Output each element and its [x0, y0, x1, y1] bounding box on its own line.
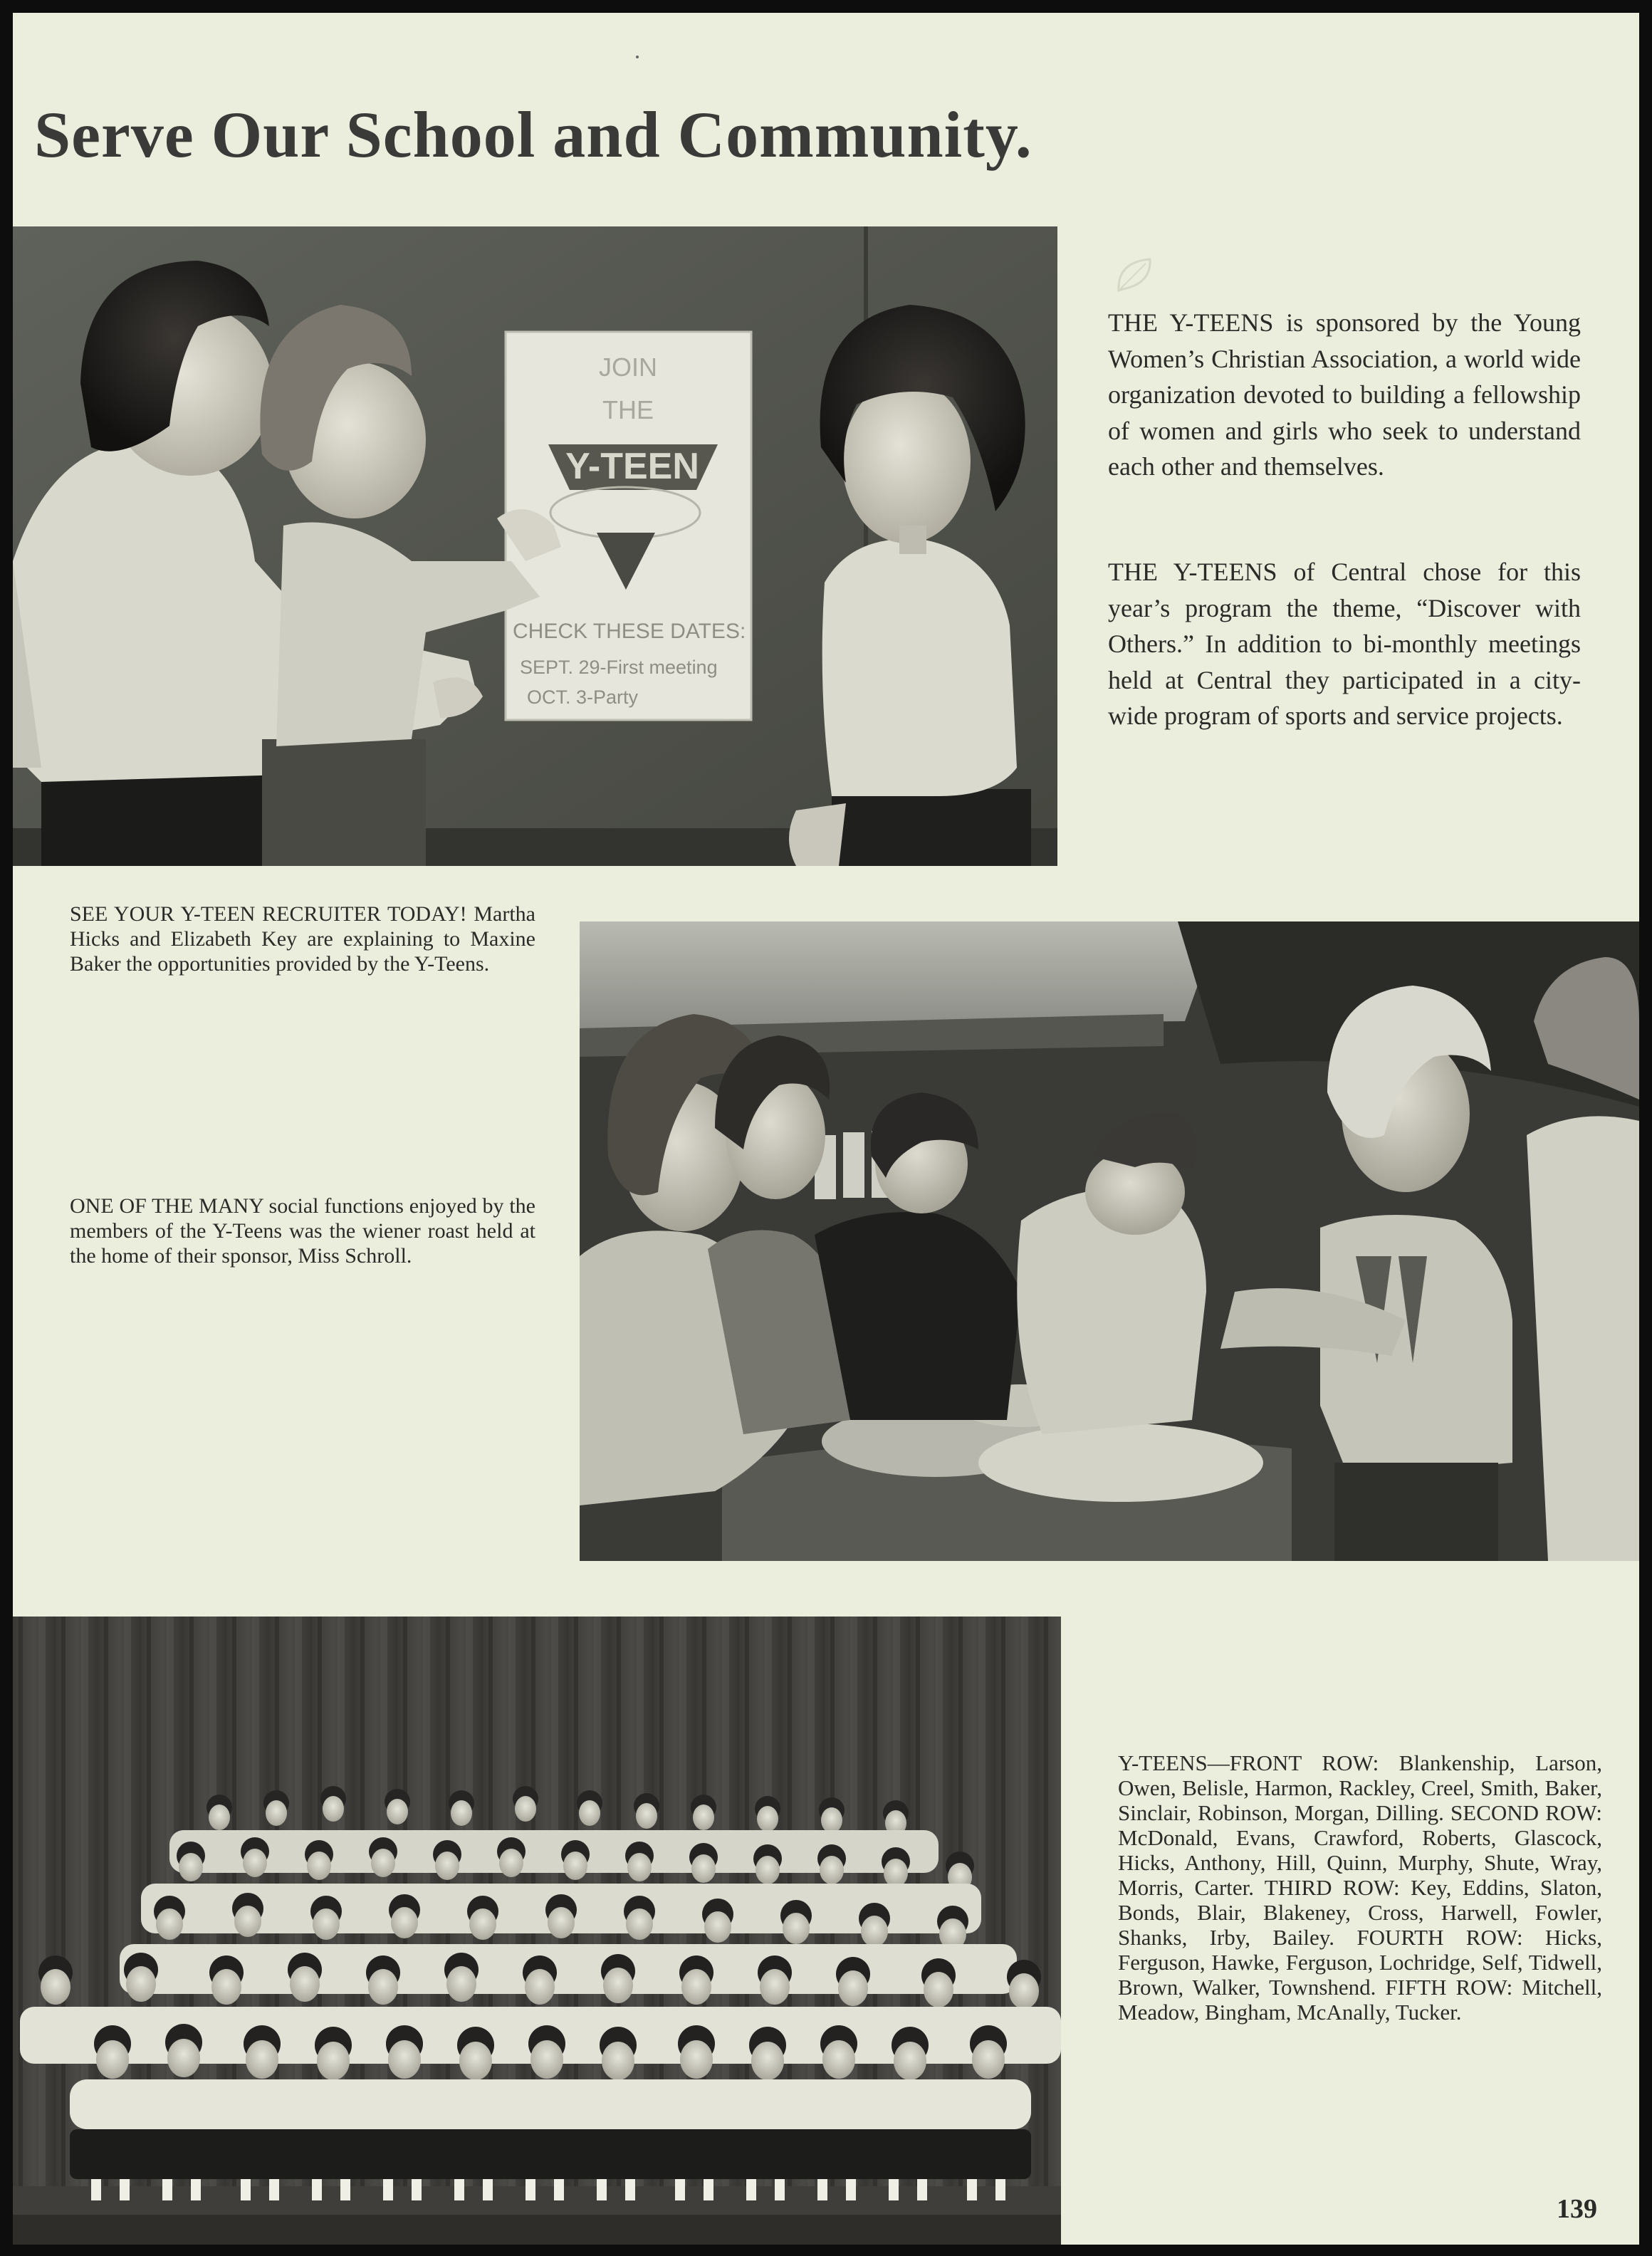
- poster-line-join: JOIN: [598, 352, 658, 382]
- page-title: Serve Our School and Community.: [34, 98, 1032, 171]
- poster-line-yteen: Y-TEEN: [565, 446, 699, 487]
- group-photo: [13, 1617, 1061, 2245]
- y-teens-program-paragraph: THE Y-TEENS of Central chose for this year’s program the theme, “Discover with Others.” In addition to bi-monthly meetings held at Central they participated in a city-wide program of sports and service projects.: [1108, 558, 1581, 730]
- poster-line-sept: SEPT. 29-First meeting: [520, 657, 718, 678]
- roast-girl-far-right: [1527, 957, 1639, 1561]
- recruiter-photo: [13, 226, 1057, 866]
- poster-line-oct: OCT. 3-Party: [527, 686, 639, 708]
- poster-line-check: CHECK THESE DATES:: [513, 620, 746, 643]
- recruiter-caption: SEE YOUR Y-TEEN RECRUITER TODAY! Martha Hicks and Elizabeth Key are explaining to Maxine Baker the opportunities provided by the Y-Teens.: [70, 902, 535, 976]
- leaf-icon: [1114, 255, 1154, 295]
- print-speck: [636, 56, 639, 58]
- wiener-roast-photo: [580, 921, 1639, 1561]
- poster-line-the: THE: [602, 395, 654, 424]
- wiener-roast-caption: ONE OF THE MANY social functions enjoyed by the members of the Y-Teens was the wiener roast held at the home of their sponsor, Miss Schroll.: [70, 1194, 535, 1268]
- group-names-caption: Y-TEENS—FRONT ROW: Blankenship, Larson, Owen, Belisle, Harmon, Rackley, Creel, Smith, Baker, Sinclair, Robinson, Morgan, Dilling. SECOND ROW: McDonald, Evans, Crawford, Roberts, Glascock, Hicks, Anthony, Hill, Quinn, Murphy, Shute, Wray, Morris, Carter. THIRD ROW: Key, Eddins, Slaton, Bonds, Blair, Blakeney, Cross, Harwell, Fowler, Shanks, Irby, Bailey. FOURTH ROW: Hicks, Ferguson, Hawke, Ferguson, Lochridge, Self, Tidwell, Brown, Walker, Townshend. FIFTH ROW: Mitchell, Meadow, Bingham, McAnally, Tucker.: [1118, 1750, 1602, 2025]
- y-teens-intro-paragraph: THE Y-TEENS is sponsored by the Young Women’s Christian Association, a world wide organization devoted to building a fellowship of women and girls who seek to understand each other and themselves.: [1108, 308, 1581, 481]
- yearbook-page: [13, 13, 1639, 2245]
- page-number: 139: [1557, 2194, 1597, 2224]
